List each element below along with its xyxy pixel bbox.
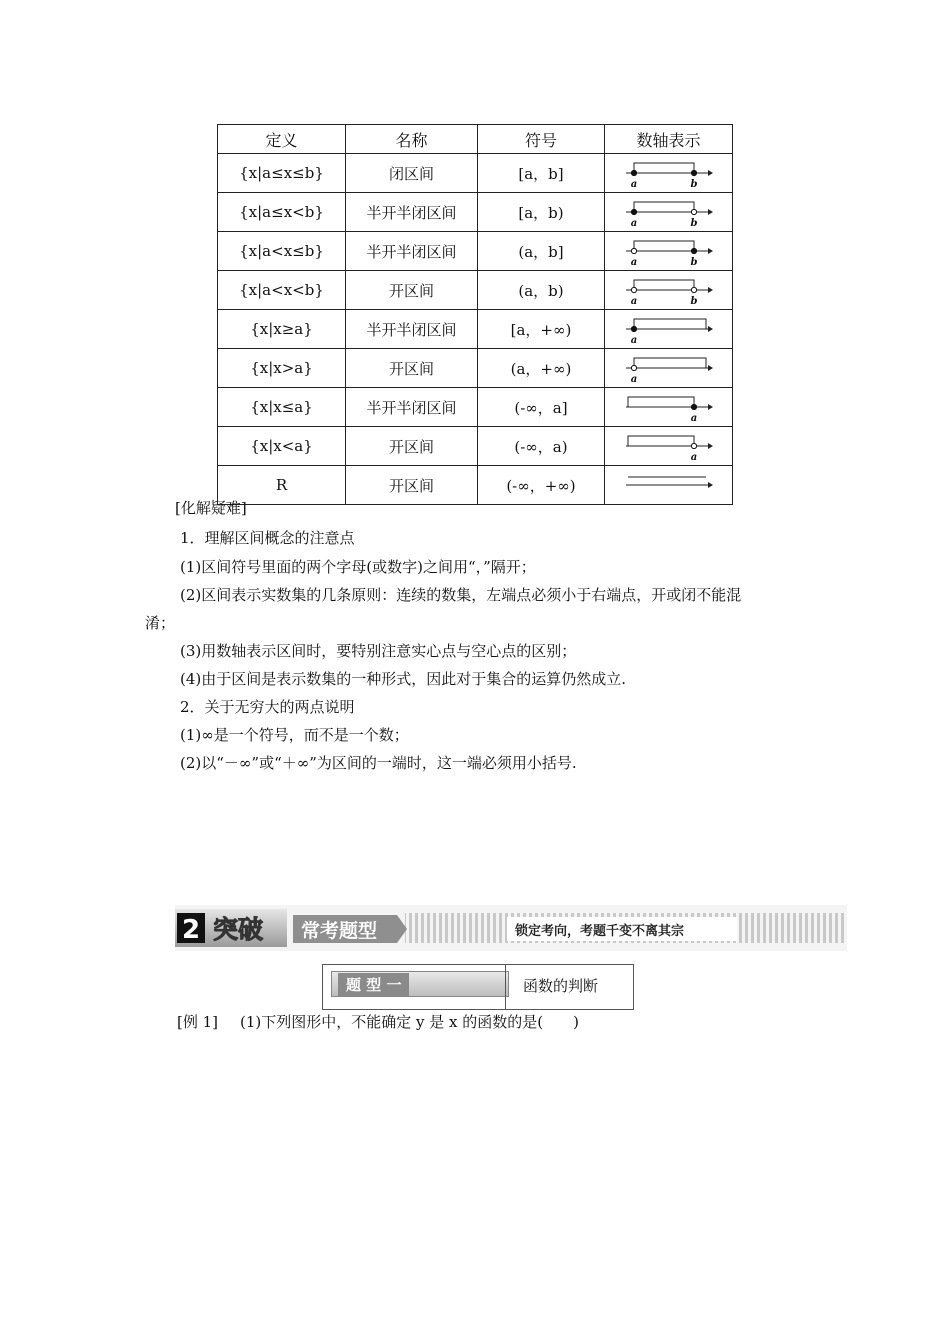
interval-bracket (634, 202, 694, 212)
definition-cell: {x|x≥a} (218, 310, 346, 349)
left-endpoint-point (631, 365, 636, 370)
note-line-8: (2)以“－∞”或“＋∞”为区间的一端时，这一端必须用小括号. (180, 754, 577, 772)
left-endpoint-label: a (630, 374, 637, 384)
left-endpoint-point (631, 209, 636, 214)
type-box-divider (505, 965, 506, 1009)
banner-slogan: 锁定考向，考题千变不离其宗 (515, 924, 685, 939)
symbol-cell: [a，+∞) (478, 310, 605, 349)
axis-arrow (708, 482, 713, 488)
left-endpoint-label: a (630, 218, 637, 228)
right-endpoint-label: b (690, 296, 697, 306)
number-line-cell (605, 271, 733, 310)
axis-arrow (708, 443, 713, 449)
definition-cell: R (218, 466, 346, 505)
question-type-tag (331, 971, 509, 997)
left-endpoint-point (631, 170, 636, 175)
table-row (218, 388, 733, 427)
header-name: 名称 (346, 125, 478, 154)
example-text: (1)下列图形中，不能确定 y 是 x 的函数的是( ) (240, 1013, 579, 1031)
axis-arrow (708, 326, 713, 332)
right-endpoint-point (691, 209, 696, 214)
right-endpoint-point (691, 443, 696, 448)
question-type-tag-label: 题 型 一 (338, 973, 409, 996)
header-symbol: 符号 (478, 125, 605, 154)
name-cell: 开区间 (346, 271, 478, 310)
symbol-cell: [a，b) (478, 193, 605, 232)
left-endpoint-point (631, 287, 636, 292)
name-cell: 半开半闭区间 (346, 232, 478, 271)
axis-arrow (708, 404, 713, 410)
number-line (624, 391, 714, 423)
number-line (624, 430, 714, 462)
table-row (218, 154, 733, 193)
name-cell: 半开半闭区间 (346, 193, 478, 232)
number-line-cell (605, 388, 733, 427)
right-endpoint-point (691, 248, 696, 253)
left-endpoint-label: a (630, 335, 637, 345)
header-definition: 定义 (218, 125, 346, 154)
number-line (624, 352, 714, 384)
header-axis: 数轴表示 (605, 125, 733, 154)
banner-subtitle: 常考题型 (301, 920, 378, 942)
right-endpoint-point (691, 287, 696, 292)
name-cell: 半开半闭区间 (346, 310, 478, 349)
name-cell: 开区间 (346, 466, 478, 505)
table-row (218, 466, 733, 505)
interval-bracket (634, 358, 706, 368)
number-line (624, 196, 714, 228)
definition-cell: {x|x≤a} (218, 388, 346, 427)
right-endpoint-label: a (690, 413, 697, 423)
note-line-5: (4)由于区间是表示数集的一种形式，因此对于集合的运算仍然成立. (180, 670, 627, 688)
note-line-2: (1)区间符号里面的两个字母(或数字)之间用“，”隔开； (180, 558, 536, 576)
definition-cell: {x|x>a} (218, 349, 346, 388)
symbol-cell: (a，b) (478, 271, 605, 310)
table-row (218, 427, 733, 466)
number-line-cell (605, 193, 733, 232)
note-line-1: 1．理解区间概念的注意点 (180, 529, 355, 547)
left-endpoint-point (631, 326, 636, 331)
symbol-cell: (a，b] (478, 232, 605, 271)
number-line-cell (605, 466, 733, 505)
definition-cell: {x|x<a} (218, 427, 346, 466)
definition-cell: {x|a≤x≤b} (218, 154, 346, 193)
symbol-cell: (-∞，a) (478, 427, 605, 466)
number-line (624, 274, 714, 306)
symbol-cell: (-∞，a] (478, 388, 605, 427)
interval-table (217, 124, 733, 505)
right-endpoint-label: a (690, 452, 697, 462)
axis-arrow (708, 248, 713, 254)
example-label: [例 1] (177, 1013, 219, 1031)
table-row (218, 310, 733, 349)
number-line (624, 313, 714, 345)
left-endpoint-label: a (630, 179, 637, 189)
name-cell: 开区间 (346, 427, 478, 466)
note-line-7: (1)∞是一个符号，而不是一个数； (180, 726, 409, 744)
number-line-cell (605, 232, 733, 271)
axis-arrow (708, 287, 713, 293)
left-endpoint-label: a (630, 257, 637, 267)
symbol-cell: [a，b] (478, 154, 605, 193)
interval-bracket (634, 163, 694, 173)
question-type-box (322, 964, 634, 1010)
name-cell: 半开半闭区间 (346, 388, 478, 427)
interval-bracket (628, 436, 694, 446)
right-endpoint-label: b (690, 218, 697, 228)
interval-bracket (634, 319, 706, 329)
left-endpoint-point (631, 248, 636, 253)
right-endpoint-label: b (690, 257, 697, 267)
name-cell: 闭区间 (346, 154, 478, 193)
table-row (218, 193, 733, 232)
note-line-3: (2)区间表示实数集的几条原则：连续的数集，左端点必须小于右端点，开或闭不能混 (180, 586, 742, 604)
definition-cell: {x|a<x<b} (218, 271, 346, 310)
number-line-cell (605, 349, 733, 388)
number-line (624, 157, 714, 189)
question-type-title: 函数的判断 (523, 977, 599, 995)
symbol-cell: (a，+∞) (478, 349, 605, 388)
number-line (624, 469, 714, 501)
interval-bracket (634, 280, 694, 290)
table-header-row (218, 125, 733, 154)
number-line (624, 235, 714, 267)
definition-cell: {x|a≤x<b} (218, 193, 346, 232)
axis-arrow (708, 170, 713, 176)
axis-arrow (708, 209, 713, 215)
axis-arrow (708, 365, 713, 371)
table-row (218, 349, 733, 388)
banner-title: 突破 (213, 915, 264, 944)
definition-cell: {x|a<x≤b} (218, 232, 346, 271)
right-endpoint-point (691, 170, 696, 175)
symbol-cell: (-∞，+∞) (478, 466, 605, 505)
note-line-6: 2．关于无穷大的两点说明 (180, 698, 355, 716)
interval-bracket (634, 241, 694, 251)
banner-number: 2 (181, 915, 201, 945)
number-line-cell (605, 310, 733, 349)
table-row (218, 232, 733, 271)
interval-bracket (628, 397, 694, 407)
notes-heading: [化解疑难] (175, 499, 247, 517)
note-line-3b: 淆； (145, 614, 176, 632)
number-line-cell (605, 154, 733, 193)
number-line-cell (605, 427, 733, 466)
left-endpoint-label: a (630, 296, 637, 306)
right-endpoint-point (691, 404, 696, 409)
table-row (218, 271, 733, 310)
section-banner (175, 905, 847, 951)
right-endpoint-label: b (690, 179, 697, 189)
note-line-4: (3)用数轴表示区间时，要特别注意实心点与空心点的区别； (180, 642, 577, 660)
name-cell: 开区间 (346, 349, 478, 388)
